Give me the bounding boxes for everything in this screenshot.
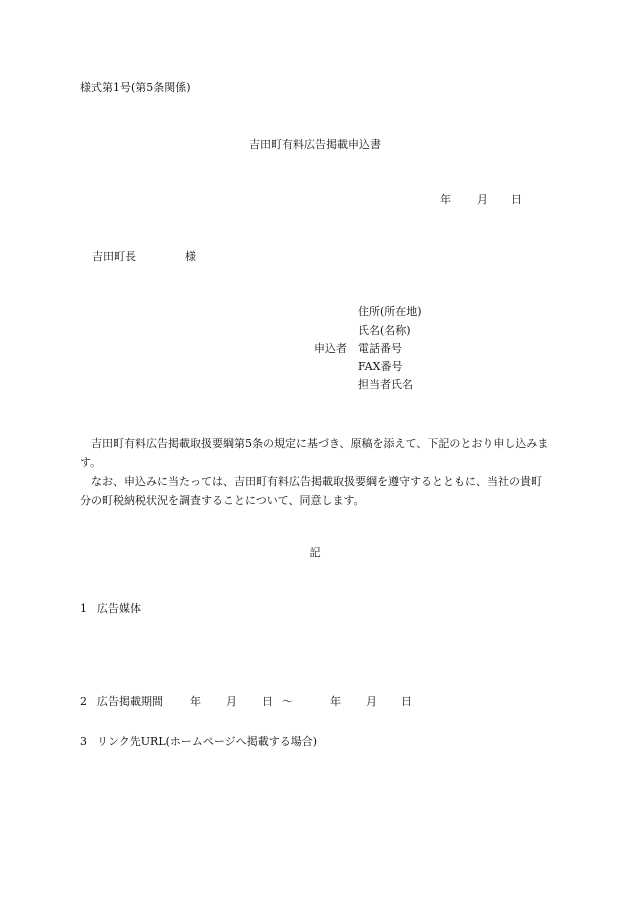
body-paragraph-2: なお、申込みに当たっては、吉田町有料広告掲載取扱要綱を遵守するとともに、当社の貴町分の町税納税状況を調査することについて、同意します。: [80, 475, 542, 507]
item-1-label: 広告媒体: [97, 602, 141, 615]
applicant-label: 申込者: [314, 342, 347, 355]
period-start-month: 月: [226, 695, 237, 708]
period-separator: ～: [282, 695, 293, 708]
body-paragraph-1: 吉田町有料広告掲載取扱要綱第5条の規定に基づき、原稿を添えて、下記のとおり申し込みます。: [80, 437, 549, 469]
addressee-honorific: 様: [185, 250, 196, 263]
date-month: 月: [477, 193, 488, 206]
applicant-field-fax: FAX番号: [358, 360, 403, 373]
item-3-number: 3: [80, 735, 87, 748]
item-2-number: 2: [80, 695, 87, 708]
ki-heading: 記: [309, 546, 321, 559]
period-end-month: 月: [366, 695, 377, 708]
item-1-number: 1: [80, 602, 87, 615]
form-number: 様式第1号(第5条関係): [80, 81, 191, 94]
date-day: 日: [511, 193, 522, 206]
applicant-field-name: 氏名(名称): [358, 324, 411, 337]
applicant-field-phone: 電話番号: [358, 342, 402, 355]
period-end-day: 日: [401, 695, 412, 708]
applicant-field-address: 住所(所在地): [358, 305, 422, 318]
date-year: 年: [440, 193, 451, 206]
applicant-field-contact: 担当者氏名: [358, 378, 413, 391]
period-end-year: 年: [330, 695, 341, 708]
period-start-day: 日: [262, 695, 273, 708]
item-3-label: リンク先URL(ホームページへ掲載する場合): [97, 735, 317, 748]
item-2-label: 広告掲載期間: [97, 695, 163, 708]
document-title: 吉田町有料広告掲載申込書: [249, 138, 381, 151]
addressee-name: 吉田町長: [92, 250, 136, 263]
period-start-year: 年: [190, 695, 201, 708]
